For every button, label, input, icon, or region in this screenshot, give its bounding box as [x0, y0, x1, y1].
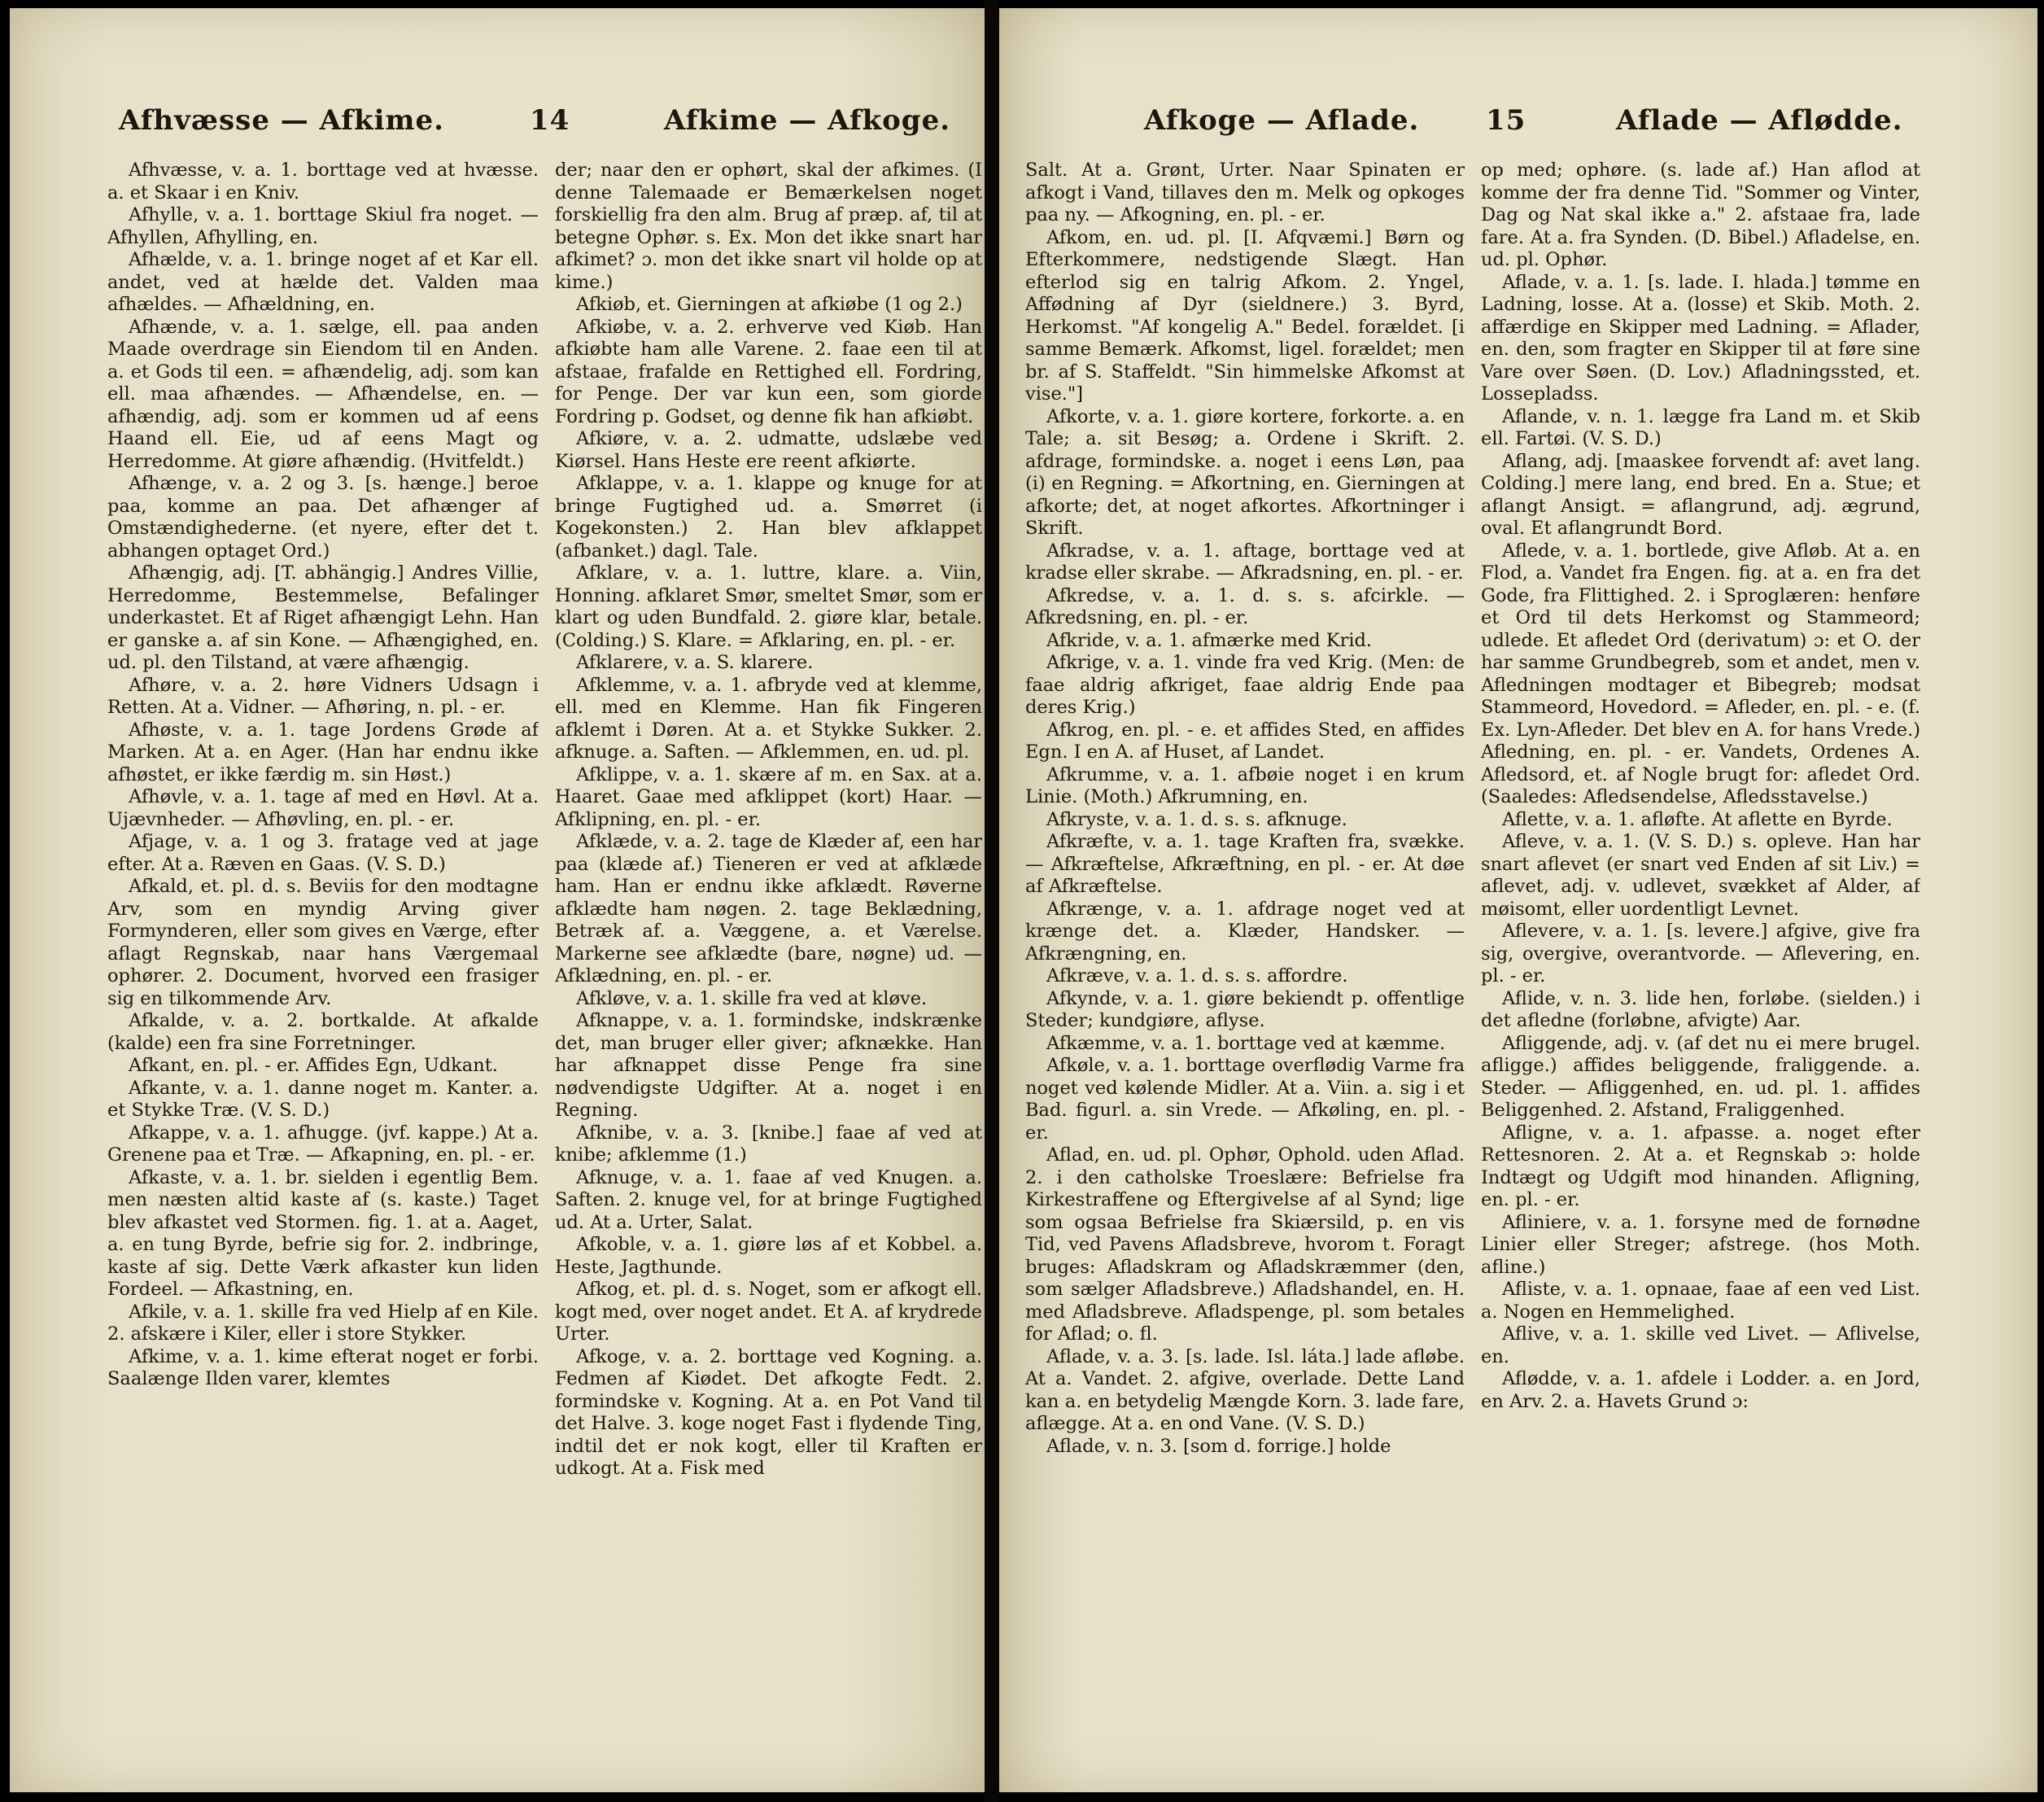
dictionary-entry: Afkride, v. a. 1. afmærke med Krid.	[1046, 629, 1373, 651]
dictionary-entry: Afkrumme, v. a. 1. afbøie noget i en krum Linie. (Moth.) Afkrumning, en.	[1025, 763, 1465, 807]
dictionary-entry: Afkræve, v. a. 1. d. s. s. affordre.	[1046, 965, 1348, 986]
dictionary-entry: Afkæmme, v. a. 1. borttage ved at kæmme.	[1046, 1032, 1446, 1054]
dictionary-entry: Afkant, en. pl. - er. Affides Egn, Udkant.	[129, 1055, 498, 1076]
dictionary-entry: Afjage, v. a. 1 og 3. fratage ved at jage efter. At a. Ræven en Gaas. (V. S. D.)	[107, 831, 539, 875]
right-page-header	[1144, 96, 1958, 145]
dictionary-entry: Afkradse, v. a. 1. aftage, borttage ved at kradse eller skrabe. — Afkradsning, en. pl. - er.	[1025, 540, 1465, 584]
dictionary-entry: Afkoble, v. a. 1. giøre løs af et Kobbel. a. Heste, Jagthunde.	[555, 1234, 982, 1278]
dictionary-entry: Afklippe, v. a. 1. skære af m. en Sax. at a. Haaret. Gaae med afklippet (kort) Haar. — Afklipning, en. pl. - er.	[555, 763, 982, 830]
dictionary-entry: Afkrige, v. a. 1. vinde fra ved Krig. (Men: de faae aldrig afkriget, faae aldrig Ende paa deres Krig.)	[1025, 652, 1465, 718]
dictionary-entry: Afkime, v. a. 1. kime efterat noget er forbi. Saalænge Ilden varer, klemtes	[107, 1345, 539, 1389]
right-header-left: Afkoge — Aflade.	[1144, 104, 1420, 137]
left-page-header	[119, 96, 951, 145]
dictionary-entry: Afkryste, v. a. 1. d. s. s. afknuge.	[1046, 808, 1347, 830]
dictionary-entry: Aflive, v. a. 1. skille ved Livet. — Aflivelse, en.	[1481, 1323, 1920, 1367]
dictionary-entry: Afklemme, v. a. 1. afbryde ved at klemme, ell. med en Klemme. Han fik Fingeren afklemt i Døren. At a. et Stykke Sukker. 2. afknuge. a. Saften. — Afklemmen, en. ud. pl.	[555, 674, 982, 763]
dictionary-entry: Afhænde, v. a. 1. sælge, ell. paa anden Maade overdrage sin Eiendom til en Anden. a. et Gods til een. = afhændelig, adj. som kan ell. maa afhændes. — Afhændelse, en. — afhændig, adj. som er kommen ud af eens Haand ell. Eie, ud af eens Magt og Herredomme. At giøre afhændig. (Hvitfeldt.)	[107, 316, 539, 472]
dictionary-entry: Afkald, et. pl. d. s. Beviis for den modtagne Arv, som en myndig Arving giver Formynderen, eller som gives en Værge, efter aflagt Regnskab, naar hans Værgemaal ophører. 2. Document, hvorved een frasiger sig en tilkommende Arv.	[107, 876, 539, 1009]
dictionary-entry: Afkappe, v. a. 1. afhugge. (jvf. kappe.) At a. Grenene paa et Træ. — Afkapning, en. pl. - er.	[107, 1122, 539, 1166]
dictionary-entry: Afkiøbe, v. a. 2. erhverve ved Kiøb. Han afkiøbte ham alle Varene. 2. faae een til at afstaae, frafalde en Rettighed ell. Fordring, for Penge. Der var kun een, som giorde Fordring p. Godset, og denne fik han afkiøbt.	[555, 316, 982, 427]
dictionary-entry: Aflad, en. ud. pl. Ophør, Ophold. uden Aflad. 2. i den catholske Troeslære: Befrielse fra Kirkestraffene og Eftergivelse af al Synd; lige som ogsaa Befrielse fra Skiærsild, p. en vis Tid, ved Pavens Afladsbreve, hvorom t. Foragt bruges: Afladskram og Afladskræmmer (den, som sælger Afladsbreve.) Afladshandel, en. H. med Afladsbreve. Afladspenge, pl. som betales for Aflad; o. fl.	[1025, 1144, 1465, 1345]
dictionary-entry: Afliniere, v. a. 1. forsyne med de fornødne Linier eller Streger; afstrege. (hos Moth. afline.)	[1481, 1211, 1920, 1278]
dictionary-entry: Aflede, v. a. 1. bortlede, give Afløb. At a. en Flod, a. Vandet fra Engen. fig. at a. en fra det Gode, fra Flittighed. 2. i Sproglæren: henføre et Ord til dets Herkomst og Stammeord; udlede. Et afledet Ord (derivatum) ɔ: et O. der har samme Grundbegreb, som et andet, men v. Afledningen modtager et Bibegreb; modsat Stammeord, Hovedord. = Afleder, en. pl. - e. (f. Ex. Lyn-Afleder. Det blev en A. for hans Vrede.) Afledning, en. pl. - er. Vandets, Ordenes A. Afledsord, et. af Nogle brugt for: afledet Ord. (Saaledes: Afledsendelse, Afledsstavelse.)	[1481, 540, 1920, 807]
dictionary-entry: Afklarere, v. a. S. klarere.	[576, 652, 814, 673]
dictionary-entry: Afknuge, v. a. 1. faae af ved Knugen. a. Saften. 2. knuge vel, for at bringe Fugtighed ud. At a. Urter, Salat.	[555, 1166, 982, 1233]
dictionary-entry: Afkalde, v. a. 2. bortkalde. At afkalde (kalde) een fra sine Forretninger.	[107, 1010, 539, 1054]
dictionary-entry: Afkile, v. a. 1. skille fra ved Hielp af en Kile. 2. afskære i Kiler, eller i store Stykker.	[107, 1301, 539, 1345]
dictionary-entry: Afhænge, v. a. 2 og 3. [s. hænge.] beroe paa, komme an paa. Det afhænger af Omstændighederne. (et nyere, efter det t. abhangen optaget Ord.)	[107, 473, 539, 562]
dictionary-entry: Afkiøre, v. a. 2. udmatte, udslæbe ved Kiørsel. Hans Heste ere reent afkiørte.	[555, 428, 982, 472]
left-page-column-2	[555, 160, 982, 1779]
dictionary-entry: Afligne, v. a. 1. afpasse. a. noget efter Rettesnoren. 2. At a. et Regnskab ɔ: holde Indtægt og Udgift mod hinanden. Afligning, en. pl. - er.	[1481, 1122, 1920, 1210]
dictionary-entry: Salt. At a. Grønt, Urter. Naar Spinaten er afkogt i Vand, tillaves den m. Melk og opkoges paa ny. — Afkogning, en. pl. - er.	[1025, 160, 1465, 225]
dictionary-entry: Afklare, v. a. 1. luttre, klare. a. Viin, Honning. afklaret Smør, smeltet Smør, som er klart og uden Bundfald. 2. giøre klar, betale. (Colding.) S. Klare. = Afklaring, en. pl. - er.	[555, 562, 982, 651]
dictionary-entry: Afhælde, v. a. 1. bringe noget af et Kar ell. andet, ved at hælde det. Valden maa afhældes. — Afhældning, en.	[107, 249, 539, 315]
dictionary-entry: Aflang, adj. [maaskee forvendt af: avet lang. Colding.] mere lang, end bred. En a. Stue; et aflangt Ansigt. = aflangrund, adj. ægrund, oval. Et aflangrundt Bord.	[1481, 450, 1920, 539]
dictionary-entry: Afklappe, v. a. 1. klappe og knuge for at bringe Fugtighed ud. a. Smørret (i Kogekonsten.) 2. Han blev afklappet (afbanket.) dagl. Tale.	[555, 473, 982, 562]
dictionary-entry: Afknibe, v. a. 3. [knibe.] faae af ved at knibe; afklemme (1.)	[555, 1122, 982, 1166]
dictionary-entry: Afkrænge, v. a. 1. afdrage noget ved at krænge det. a. Klæder, Handsker. — Afkrængning, en.	[1025, 898, 1465, 964]
dictionary-entry: Afkløve, v. a. 1. skille fra ved at kløve.	[576, 987, 928, 1009]
dictionary-entry: Afkorte, v. a. 1. giøre kortere, forkorte. a. en Tale; a. sit Besøg; a. Ordene i Skrift. 2. afdrage, formindske. a. noget i eens Løn, paa (i) en Regning. = Afkortning, en. Gierningen at afkorte; det, at noget afkortes. Afkortninger i Skrift.	[1025, 405, 1465, 539]
right-header-right: Aflade — Aflødde.	[1616, 104, 1903, 137]
dictionary-entry: Afleve, v. a. 1. (V. S. D.) s. opleve. Han har snart aflevet (er snart ved Enden af sit Liv.) = aflevet, adj. v. udlevet, svækket af Alder, af møisomt, eller uordentligt Levnet.	[1481, 831, 1920, 920]
dictionary-entry: Afkrog, en. pl. - e. et affides Sted, en affides Egn. I en A. af Huset, af Landet.	[1025, 719, 1465, 763]
dictionary-entry: Afkom, en. ud. pl. [I. Afqvæmi.] Børn og Efterkommere, nedstigende Slægt. Han efterlod sig en talrig Afkom. 2. Yngel, Affødning af Dyr (sieldnere.) 3. Byrd, Herkomst. "Af kongelig A." Bedel. forældet. [i samme Bemærk. Afkomst, ligel. forældet; men br. af S. Staffeldt. "Sin himmelske Afkomst at vise."]	[1025, 226, 1465, 405]
dictionary-entry: Afkaste, v. a. 1. br. sielden i egentlig Bem. men næsten altid kaste af (s. kaste.) Taget blev afkastet ved Stormen. fig. 1. at a. Aaget, a. en tung Byrde, befrie sig for. 2. indbringe, kaste af sig. Dette Værk afkaster kun liden Fordeel. — Afkastning, en.	[107, 1166, 539, 1300]
right-page-column-1	[1025, 160, 1465, 1779]
dictionary-entry: Afhvæsse, v. a. 1. borttage ved at hvæsse. a. et Skaar i en Kniv.	[107, 160, 539, 203]
book-gutter	[985, 0, 999, 1802]
left-header-right: Afkime — Afkoge.	[664, 104, 951, 137]
dictionary-entry: Afkante, v. a. 1. danne noget m. Kanter. a. et Stykke Træ. (V. S. D.)	[107, 1077, 539, 1121]
dictionary-entry: Afhøvle, v. a. 1. tage af med en Høvl. At a. Ujævnheder. — Afhøvling, en. pl. - er.	[107, 786, 539, 830]
dictionary-entry: Afkynde, v. a. 1. giøre bekiendt p. offentlige Steder; kundgiøre, aflyse.	[1025, 987, 1465, 1031]
dictionary-entry: Afhøre, v. a. 2. høre Vidners Udsagn i Retten. At a. Vidner. — Afhøring, n. pl. - er.	[107, 674, 539, 718]
dictionary-entry: Afkog, et. pl. d. s. Noget, som er afkogt ell. kogt med, over noget andet. Et A. af krydrede Urter.	[555, 1279, 982, 1345]
dictionary-entry: Aflevere, v. a. 1. [s. levere.] afgive, give fra sig, overgive, overantvorde. — Aflevering, en. pl. - er.	[1481, 921, 1920, 986]
left-page	[10, 8, 985, 1792]
dictionary-entry: Aflide, v. n. 3. lide hen, forløbe. (sielden.) i det afledne (forløbne, afvigte) Aar.	[1481, 987, 1920, 1031]
left-header-left: Afhvæsse — Afkime.	[119, 104, 444, 137]
dictionary-entry: Aflande, v. n. 1. lægge fra Land m. et Skib ell. Fartøi. (V. S. D.)	[1481, 405, 1920, 449]
dictionary-entry: Afhængig, adj. [T. abhängig.] Andres Villie, Herredomme, Bestemmelse, Befalinger underkastet. Et af Riget afhængigt Lehn. Han er ganske a. af sin Kone. — Afhængighed, en. ud. pl. den Tilstand, at være afhængig.	[107, 562, 539, 673]
left-page-number: 14	[530, 104, 570, 137]
dictionary-entry: Aflade, v. a. 1. [s. lade. I. hlada.] tømme en Ladning, losse. At a. (losse) et Skib. Moth. 2. affærdige en Skipper med Ladning. = Aflader, en. den, som fragter en Skipper til at føre sine Vare over Søen. (D. Lov.) Afladningssted, et. Lossepladss.	[1481, 271, 1920, 405]
dictionary-entry: Aflette, v. a. 1. afløfte. At aflette en Byrde.	[1502, 808, 1893, 830]
dictionary-entry: Aflade, v. n. 3. [som d. forrige.] holde	[1046, 1435, 1391, 1457]
dictionary-entry: Afliste, v. a. 1. opnaae, faae af een ved List. a. Nogen en Hemmelighed.	[1481, 1279, 1920, 1323]
dictionary-entry: Afliggende, adj. v. (af det nu ei mere brugel. afligge.) affides beliggende, fraliggende. a. Steder. — Afliggenhed, en. ud. pl. 1. affides Beliggenhed. 2. Afstand, Fraliggenhed.	[1481, 1032, 1920, 1121]
dictionary-entry: Afkiøb, et. Gierningen at afkiøbe (1 og 2.)	[576, 294, 963, 315]
dictionary-entry: Aflødde, v. a. 1. afdele i Lodder. a. en Jord, en Arv. 2. a. Havets Grund ɔ:	[1481, 1368, 1920, 1412]
dictionary-entry: Aflade, v. a. 3. [s. lade. Isl. láta.] lade afløbe. At a. Vandet. 2. afgive, overlade. Dette Land kan a. en betydelig Mængde Korn. 3. lade fare, aflægge. At a. en ond Vane. (V. S. D.)	[1025, 1345, 1465, 1434]
left-page-column-1	[107, 160, 539, 1779]
dictionary-entry: Afklæde, v. a. 2. tage de Klæder af, een har paa (klæde af.) Tieneren er ved at afklæde ham. Han er endnu ikke afklædt. Røverne afklædte ham nøgen. 2. tage Beklædning, Betræk af. a. Væggene, a. et Værelse. Markerne see afklædte (bare, nøgne) ud. — Afklædning, en. pl. - er.	[555, 831, 982, 986]
dictionary-entry: der; naar den er ophørt, skal der afkimes. (I denne Talemaade er Bemærkelsen noget forskiellig fra den alm. Brug af præp. af, til at betegne Ophør. s. Ex. Mon det ikke snart har afkimet? ɔ. mon det ikke snart vil holde op at kime.)	[555, 160, 982, 293]
dictionary-entry: Afknappe, v. a. 1. formindske, indskrænke det, man bruger eller giver; afknække. Han har afknappet disse Penge fra sine nødvendigste Udgifter. At a. noget i en Regning.	[555, 1010, 982, 1121]
dictionary-entry: op med; ophøre. (s. lade af.) Han aflod at komme der fra denne Tid. "Sommer og Vinter, Dag og Nat skal ikke a." 2. afstaae fra, lade fare. At a. fra Synden. (D. Bibel.) Afladelse, en. ud. pl. Ophør.	[1481, 160, 1920, 270]
right-page-number: 15	[1486, 104, 1526, 137]
right-page-column-2	[1481, 160, 1920, 1779]
dictionary-entry: Afkræfte, v. a. 1. tage Kraften fra, svække. — Afkræftelse, Afkræftning, en pl. - er. At døe af Afkræftelse.	[1025, 831, 1465, 897]
dictionary-entry: Afhylle, v. a. 1. borttage Skiul fra noget. — Afhyllen, Afhylling, en.	[107, 204, 539, 248]
dictionary-entry: Afhøste, v. a. 1. tage Jordens Grøde af Marken. At a. en Ager. (Han har endnu ikke afhøstet, er ikke færdig m. sin Høst.)	[107, 719, 539, 785]
right-page	[999, 8, 2037, 1792]
dictionary-entry: Afkredse, v. a. 1. d. s. s. afcirkle. — Afkredsning, en. pl. - er.	[1025, 584, 1465, 628]
dictionary-entry: Afkoge, v. a. 2. borttage ved Kogning. a. Fedmen af Kiødet. Det afkogte Fedt. 2. formindske v. Kogning. At a. en Pot Vand til det Halve. 3. koge noget Fast i flydende Ting, indtil det er nok kogt, eller til Kraften er udkogt. At a. Fisk med	[555, 1345, 982, 1479]
dictionary-entry: Afkøle, v. a. 1. borttage overflødig Varme fra noget ved kølende Midler. At a. Viin. a. sig i et Bad. figurl. a. sin Vrede. — Afkøling, en. pl. - er.	[1025, 1055, 1465, 1144]
